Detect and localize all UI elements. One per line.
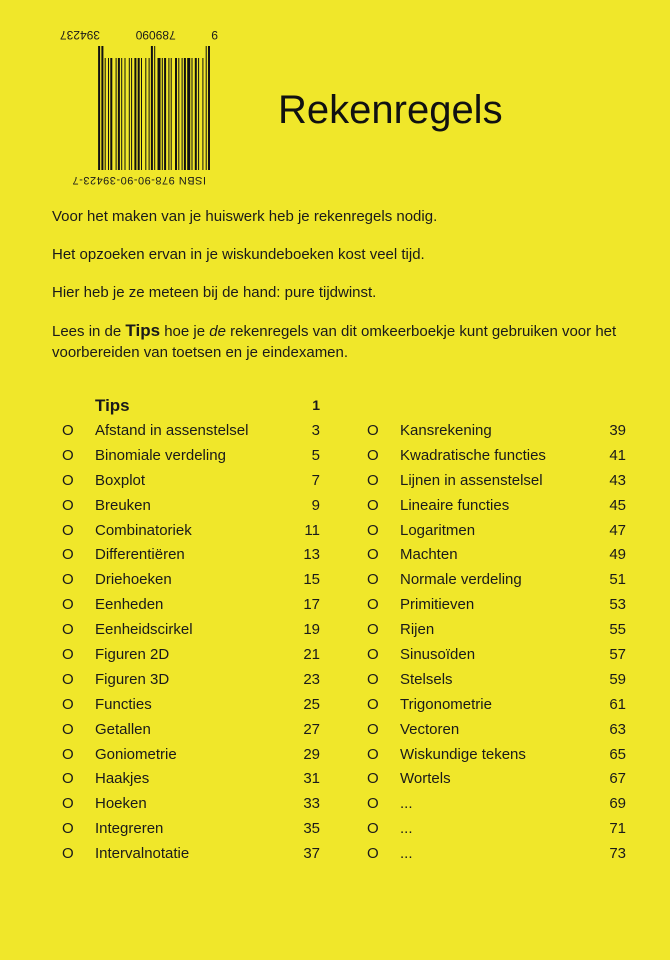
checkbox-circle-icon: O — [62, 695, 74, 713]
toc-page-number: 47 — [609, 521, 626, 539]
checkbox-circle-icon: O — [62, 670, 74, 688]
toc-topic-label: Integreren — [95, 820, 164, 838]
toc-topic-label: Goniometrie — [95, 745, 177, 763]
checkbox-circle-icon: O — [62, 471, 74, 489]
intro-text — [52, 206, 652, 380]
toc-page-number: 45 — [609, 496, 626, 514]
toc-topic-label: Normale verdeling — [400, 571, 522, 589]
toc-topic-label: Vectoren — [400, 720, 460, 738]
toc-topic-label: Binomiale verdeling — [95, 446, 226, 464]
checkbox-circle-icon: O — [367, 596, 379, 614]
toc-topic-label: Functies — [95, 695, 152, 713]
checkbox-circle-icon: O — [62, 770, 74, 788]
barcode-bar — [141, 58, 142, 170]
intro-line-3: Hier heb je ze meteen bij de hand: pure tijdwinst. — [52, 284, 377, 301]
toc-topic-label: ... — [400, 820, 413, 838]
toc-page-number: 55 — [609, 621, 626, 639]
barcode-digit-group-1: 789090 — [135, 28, 176, 42]
toc-page-number: 13 — [303, 546, 320, 564]
barcode-bar — [121, 58, 122, 170]
barcode-bar — [118, 58, 120, 170]
toc-page-number: 11 — [304, 521, 320, 539]
barcode-bar — [125, 58, 126, 170]
checkbox-circle-icon: O — [367, 770, 379, 788]
checkbox-circle-icon: O — [62, 571, 74, 589]
toc-topic-label: Sinusoïden — [400, 646, 476, 664]
toc-page-number: 57 — [609, 646, 626, 664]
toc-topic-label: ... — [400, 795, 413, 813]
toc-page-number: 25 — [303, 695, 320, 713]
toc-page-number: 31 — [303, 770, 320, 788]
toc-topic-label: Stelsels — [400, 670, 453, 688]
toc-page-number: 33 — [303, 795, 320, 813]
barcode-bar — [192, 58, 193, 170]
toc-page-number: 15 — [303, 571, 320, 589]
toc-page-number: 49 — [609, 546, 626, 564]
checkbox-circle-icon: O — [367, 695, 379, 713]
toc-page-number: 65 — [609, 745, 626, 763]
toc-page-number: 7 — [311, 471, 320, 489]
toc-topic-label: Wortels — [400, 770, 451, 788]
checkbox-circle-icon: O — [367, 422, 379, 439]
barcode-bar — [129, 58, 130, 170]
toc-topic-label: Differentiëren — [95, 546, 185, 564]
barcode-bar — [175, 58, 177, 170]
toc-topic-label: Primitieven — [400, 596, 475, 614]
toc-topic-label: Logaritmen — [400, 521, 476, 539]
checkbox-circle-icon: O — [62, 646, 74, 664]
barcode-bar — [101, 46, 103, 170]
checkbox-circle-icon: O — [367, 446, 379, 464]
checkbox-circle-icon: O — [62, 621, 74, 639]
barcode-bar — [162, 58, 163, 170]
page-title: Rekenregels — [278, 88, 503, 132]
toc-page-number: 19 — [303, 621, 320, 639]
barcode-bar — [184, 58, 186, 170]
barcode-bar — [98, 46, 100, 170]
checkbox-circle-icon: O — [367, 521, 379, 539]
checkbox-circle-icon: O — [367, 670, 379, 688]
checkbox-circle-icon: O — [62, 546, 74, 564]
toc-topic-label: Machten — [400, 546, 458, 564]
barcode-digits — [60, 28, 218, 42]
toc-page-number: 61 — [609, 695, 626, 713]
checkbox-circle-icon: O — [367, 471, 379, 489]
barcode-bar — [182, 58, 183, 170]
checkbox-circle-icon: O — [367, 546, 379, 564]
barcode-bar — [208, 46, 210, 170]
checkbox-circle-icon: O — [62, 496, 74, 514]
checkbox-circle-icon: O — [62, 720, 74, 738]
toc-topic-label: Wiskundige tekens — [400, 745, 526, 763]
checkbox-circle-icon: O — [62, 521, 74, 539]
toc-topic-label: Rijen — [400, 621, 435, 639]
toc-topic-label: Breuken — [95, 496, 151, 514]
barcode-bars — [60, 46, 218, 170]
barcode-digit-prefix: 9 — [211, 28, 218, 42]
toc-topic-label: Intervalnotatie — [95, 845, 190, 863]
barcode-bar — [110, 58, 112, 170]
barcode-bar — [198, 58, 199, 170]
toc-page-number: 53 — [609, 596, 626, 614]
barcode-bar — [105, 58, 106, 170]
intro-line-1: Voor het maken van je huiswerk heb je rekenregels nodig. — [52, 208, 438, 225]
checkbox-circle-icon: O — [62, 820, 74, 838]
checkbox-circle-icon: O — [367, 720, 379, 738]
checkbox-circle-icon: O — [367, 745, 379, 763]
toc-topic-label: Eenheidscirkel — [95, 621, 193, 639]
checkbox-circle-icon: O — [367, 845, 379, 863]
toc-page-number: 73 — [609, 845, 626, 863]
barcode-bar — [145, 58, 146, 170]
barcode-bar — [108, 58, 109, 170]
toc-topic-label: Hoeken — [95, 795, 147, 813]
intro-line-2: Het opzoeken ervan in je wiskundeboeken kost veel tijd. — [52, 246, 425, 263]
toc-tips-page: 1 — [312, 397, 320, 413]
toc-page-number: 69 — [609, 795, 626, 813]
barcode-bar — [134, 58, 136, 170]
barcode-bar — [171, 58, 172, 170]
toc-page-number: 43 — [609, 471, 626, 489]
barcode — [60, 28, 218, 186]
toc-page-number: 51 — [609, 571, 626, 589]
toc-topic-label: Figuren 3D — [95, 670, 170, 688]
checkbox-circle-icon: O — [367, 571, 379, 589]
barcode-bar — [168, 58, 169, 170]
barcode-bar — [151, 46, 153, 170]
checkbox-circle-icon: O — [62, 596, 74, 614]
toc-page-number: 3 — [311, 422, 320, 439]
barcode-bar — [149, 58, 150, 170]
toc-page-number: 67 — [609, 770, 626, 788]
toc-page-number: 37 — [303, 845, 320, 863]
barcode-bar — [206, 46, 207, 170]
toc-topic-label: Haakjes — [95, 770, 150, 788]
checkbox-circle-icon: O — [367, 621, 379, 639]
barcode-bar — [131, 58, 132, 170]
toc-page-number: 5 — [311, 446, 320, 464]
checkbox-circle-icon: O — [62, 795, 74, 813]
toc-topic-label: Driehoeken — [95, 571, 172, 589]
toc-topic-label: Trigonometrie — [400, 695, 492, 713]
barcode-digit-group-2: 394237 — [60, 28, 101, 42]
toc-topic-label: Combinatoriek — [95, 521, 192, 539]
toc-topic-label: Kansrekening — [400, 422, 492, 439]
toc-page-number: 29 — [303, 745, 320, 763]
barcode-bar — [195, 58, 197, 170]
toc-page-number: 39 — [609, 422, 626, 439]
barcode-bar — [154, 46, 155, 170]
toc-topic-label: Lijnen in assenstelsel — [400, 471, 543, 489]
toc-page-number: 17 — [303, 596, 320, 614]
tips-italic: de — [209, 323, 226, 340]
checkbox-circle-icon: O — [367, 646, 379, 664]
toc-topic-label: ... — [400, 845, 413, 863]
toc-topic-label: Figuren 2D — [95, 646, 170, 664]
toc-page-number: 41 — [609, 446, 626, 464]
toc-topic-label: Kwadratische functies — [400, 446, 546, 464]
checkbox-circle-icon: O — [62, 745, 74, 763]
toc-topic-label: Lineaire functies — [400, 496, 510, 514]
checkbox-circle-icon: O — [62, 845, 74, 863]
tips-pre: Lees in de — [52, 323, 126, 340]
checkbox-circle-icon: O — [62, 446, 74, 464]
isbn-label: ISBN 978-90-90-39423-7 — [72, 174, 206, 186]
toc-topic-label: Boxplot — [95, 471, 146, 489]
tips-post: rekenregels van dit omkeerboekje kunt gebruiken voor het voorbereiden van toetsen en je eindexamen. — [52, 323, 617, 361]
barcode-bar — [202, 58, 203, 170]
toc-page-number: 27 — [303, 720, 320, 738]
barcode-bar — [187, 58, 190, 170]
checkbox-circle-icon: O — [367, 496, 379, 514]
barcode-bar — [158, 58, 161, 170]
toc-page-number: 63 — [609, 720, 626, 738]
toc-topic-label: Eenheden — [95, 596, 164, 614]
barcode-bar — [164, 58, 166, 170]
toc-tips-label: Tips — [95, 396, 130, 415]
checkbox-circle-icon: O — [62, 422, 74, 439]
toc-page-number: 21 — [303, 646, 320, 664]
tips-mid: hoe je — [160, 323, 210, 340]
barcode-bar — [178, 58, 179, 170]
toc-topic-label: Afstand in assenstelsel — [95, 422, 249, 439]
toc-page-number: 35 — [303, 820, 320, 838]
intro-tips-paragraph — [52, 320, 652, 363]
toc-page-number: 9 — [311, 496, 320, 514]
toc-page-number: 23 — [303, 670, 320, 688]
tips-word: Tips — [125, 321, 161, 340]
toc-page-number: 71 — [609, 820, 626, 838]
checkbox-circle-icon: O — [367, 820, 379, 838]
barcode-bar — [138, 58, 140, 170]
checkbox-circle-icon: O — [367, 795, 379, 813]
toc-topic-label: Getallen — [95, 720, 151, 738]
toc-page-number: 59 — [609, 670, 626, 688]
barcode-bar — [116, 58, 117, 170]
